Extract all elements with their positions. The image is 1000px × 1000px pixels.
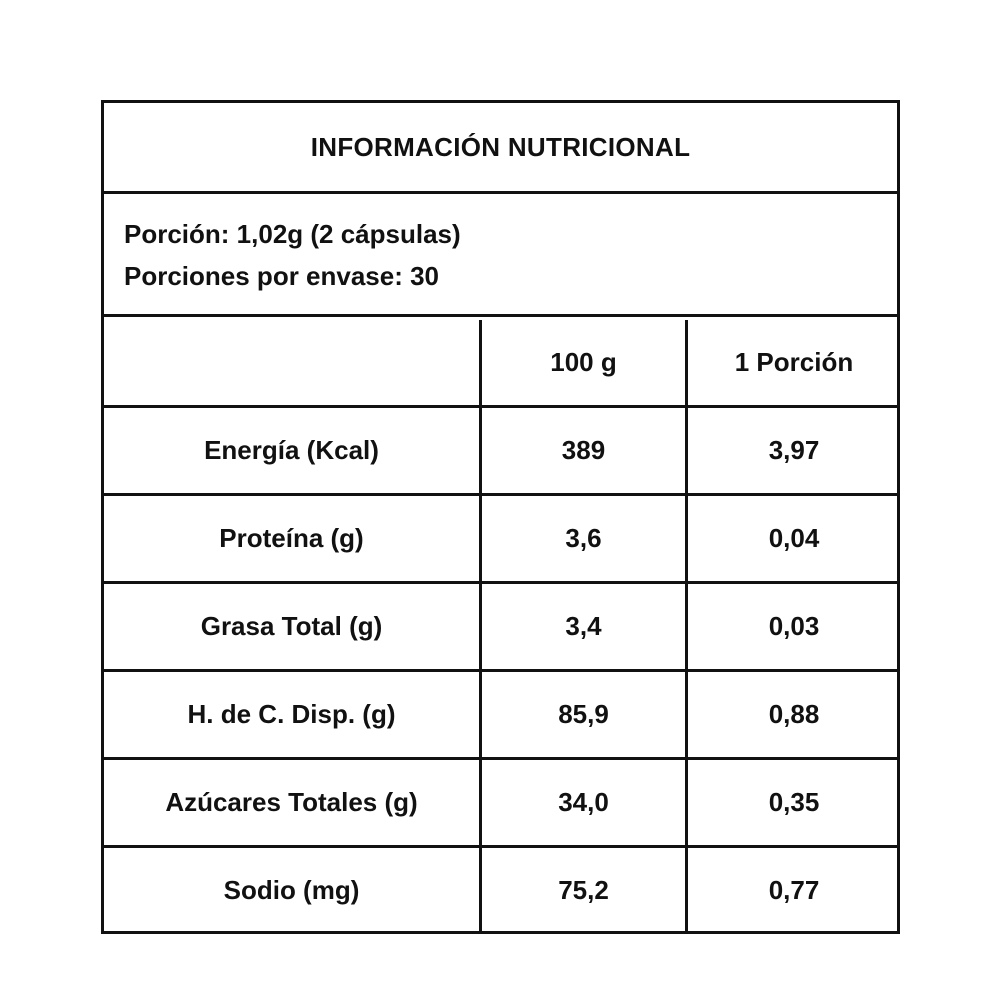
nutrition-title: INFORMACIÓN NUTRICIONAL [104, 103, 897, 194]
value-per-100g: 389 [481, 407, 687, 495]
nutrient-name: Sodio (mg) [104, 847, 481, 934]
table-header-row [104, 320, 900, 407]
nutrition-facts-panel [101, 100, 900, 934]
servings-per-container: Porciones por envase: 30 [124, 261, 440, 291]
header-nutrient [104, 320, 481, 407]
value-per-100g: 34,0 [481, 759, 687, 847]
nutrient-name: Azúcares Totales (g) [104, 759, 481, 847]
nutrient-name: Grasa Total (g) [104, 583, 481, 671]
nutrient-name: H. de C. Disp. (g) [104, 671, 481, 759]
nutrient-name: Energía (Kcal) [104, 407, 481, 495]
value-per-portion: 0,88 [687, 671, 901, 759]
value-per-portion: 0,03 [687, 583, 901, 671]
table-row [104, 759, 900, 847]
serving-info [104, 194, 897, 317]
table-row [104, 583, 900, 671]
value-per-portion: 0,04 [687, 495, 901, 583]
value-per-100g: 3,4 [481, 583, 687, 671]
nutrition-table [104, 320, 900, 933]
value-per-portion: 3,97 [687, 407, 901, 495]
serving-size: Porción: 1,02g (2 cápsulas) [124, 219, 461, 249]
table-row [104, 495, 900, 583]
value-per-portion: 0,77 [768, 875, 820, 905]
value-per-100g: 3,6 [481, 495, 687, 583]
value-per-portion: 0,35 [687, 759, 901, 847]
header-per-100g: 100 g [481, 320, 687, 407]
table-row [104, 847, 900, 934]
nutrient-name: Proteína (g) [104, 495, 481, 583]
table-row [104, 407, 900, 495]
header-per-portion: 1 Porción [687, 320, 901, 407]
table-row [104, 671, 900, 759]
value-per-100g: 85,9 [481, 671, 687, 759]
value-per-100g: 75,2 [481, 847, 687, 934]
